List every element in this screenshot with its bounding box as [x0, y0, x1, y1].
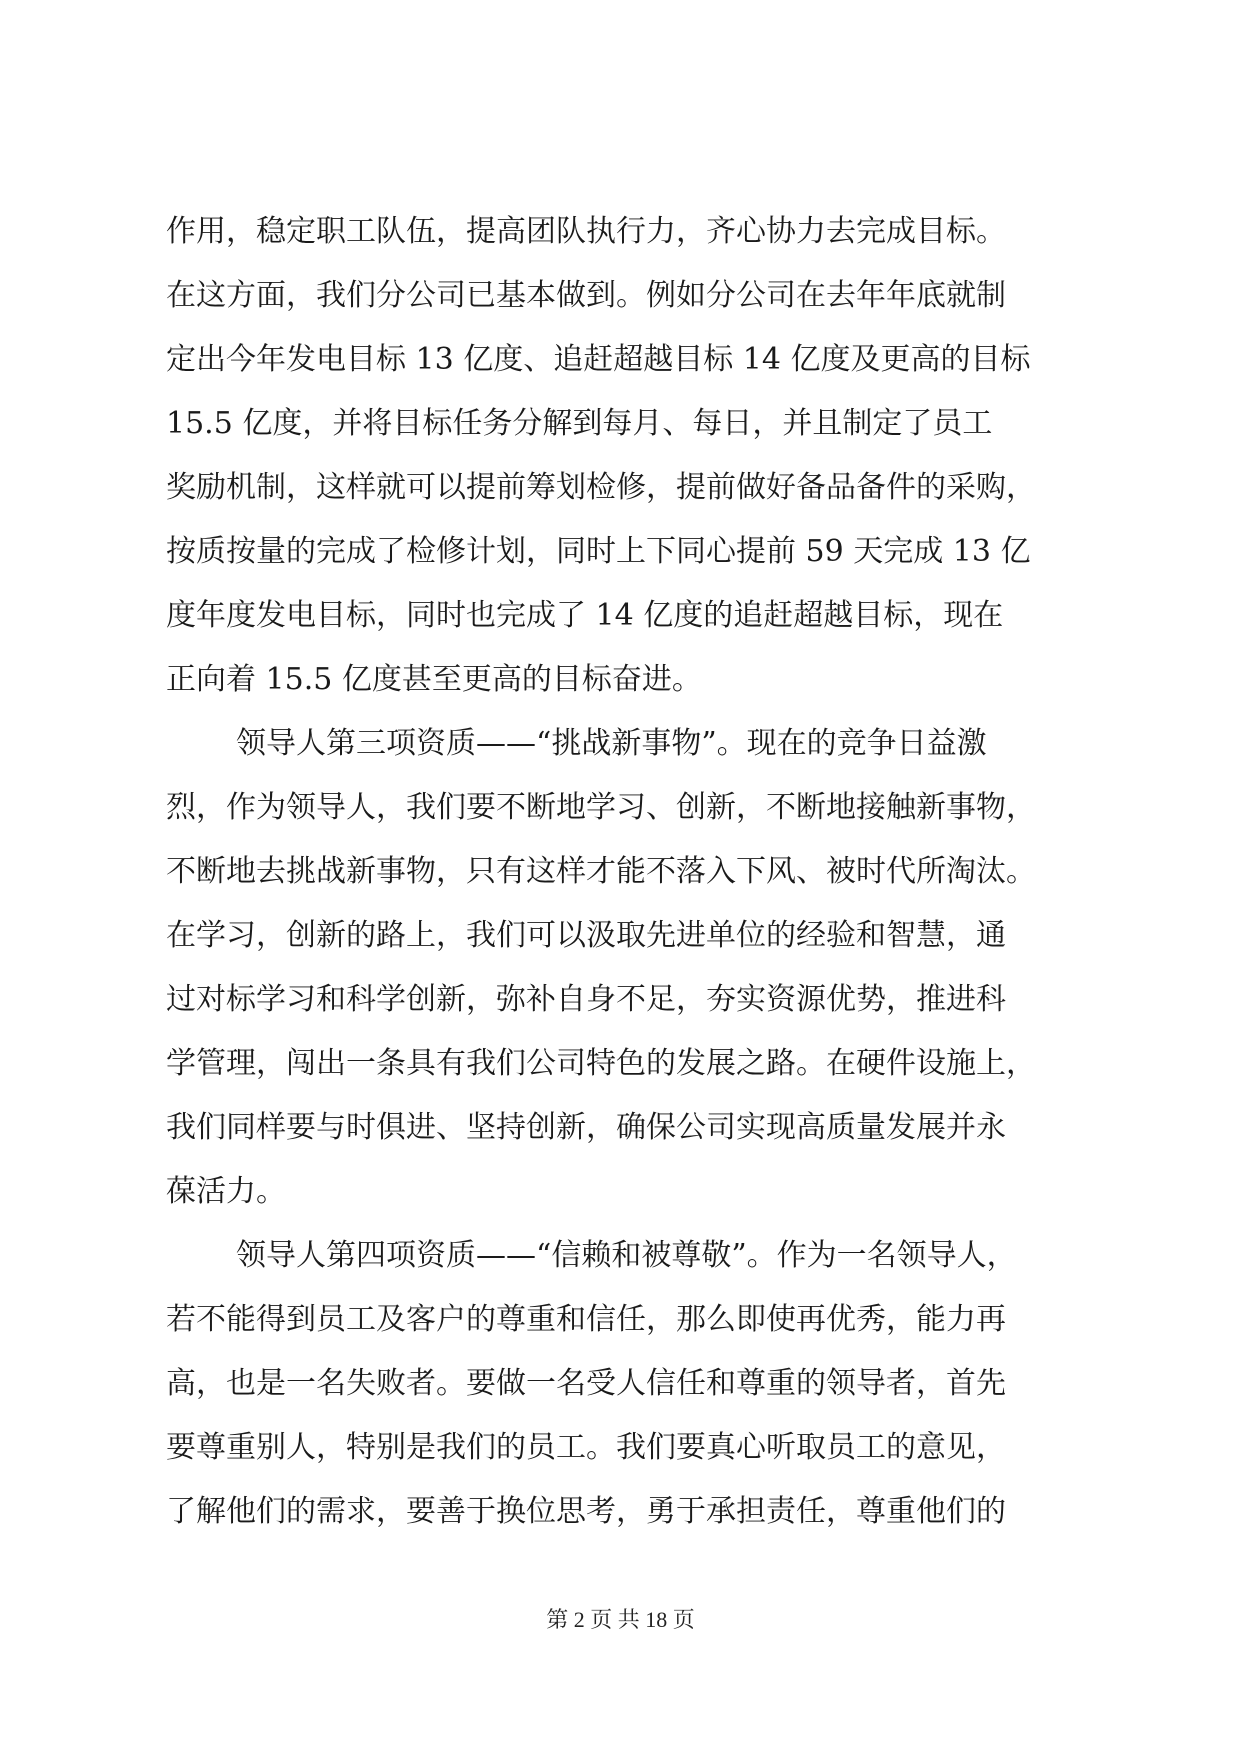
- text-line: 烈，作为领导人，我们要不断地学习、创新，不断地接触新事物，: [166, 790, 1036, 825]
- text-line: 不断地去挑战新事物，只有这样才能不落入下风、被时代所淘汰。: [166, 854, 1036, 889]
- text-line: 过对标学习和科学创新，弥补自身不足，夯实资源优势，推进科: [166, 982, 1006, 1017]
- text-line: 高，也是一名失败者。要做一名受人信任和尊重的领导者，首先: [166, 1366, 1006, 1401]
- text-line: 按质按量的完成了检修计划，同时上下同心提前 59 天完成 13 亿: [166, 534, 1031, 569]
- text-line: 奖励机制，这样就可以提前筹划检修，提前做好备品备件的采购，: [166, 470, 1036, 505]
- text-line: 要尊重别人，特别是我们的员工。我们要真心听取员工的意见，: [166, 1430, 1006, 1465]
- text-line: 在学习，创新的路上，我们可以汲取先进单位的经验和智慧，通: [166, 918, 1006, 953]
- paragraph-first-line: 领导人第四项资质——“信赖和被尊敬”。作为一名领导人，: [236, 1238, 1017, 1273]
- paragraph-first-line: 领导人第三项资质——“挑战新事物”。现在的竞争日益激: [236, 726, 987, 761]
- text-line: 葆活力。: [166, 1174, 286, 1209]
- text-line: 度年度发电目标，同时也完成了 14 亿度的追赶超越目标，现在: [166, 598, 1004, 633]
- text-line: 我们同样要与时俱进、坚持创新，确保公司实现高质量发展并永: [166, 1110, 1006, 1145]
- text-line: 定出今年发电目标 13 亿度、追赶超越目标 14 亿度及更高的目标: [166, 342, 1031, 377]
- text-line: 正向着 15.5 亿度甚至更高的目标奋进。: [166, 662, 702, 697]
- page-number-footer: 第 2 页 共 18 页: [546, 1607, 695, 1632]
- text-line: 在这方面，我们分公司已基本做到。例如分公司在去年年底就制: [166, 278, 1006, 313]
- text-line: 学管理，闯出一条具有我们公司特色的发展之路。在硬件设施上，: [166, 1046, 1036, 1081]
- text-line: 若不能得到员工及客户的尊重和信任，那么即使再优秀，能力再: [166, 1302, 1006, 1337]
- text-line: 了解他们的需求，要善于换位思考，勇于承担责任，尊重他们的: [166, 1494, 1006, 1529]
- text-line: 作用，稳定职工队伍，提高团队执行力，齐心协力去完成目标。: [166, 214, 1006, 249]
- text-line: 15.5 亿度，并将目标任务分解到每月、每日，并且制定了员工: [166, 406, 993, 441]
- document-body: [166, 200, 1078, 1544]
